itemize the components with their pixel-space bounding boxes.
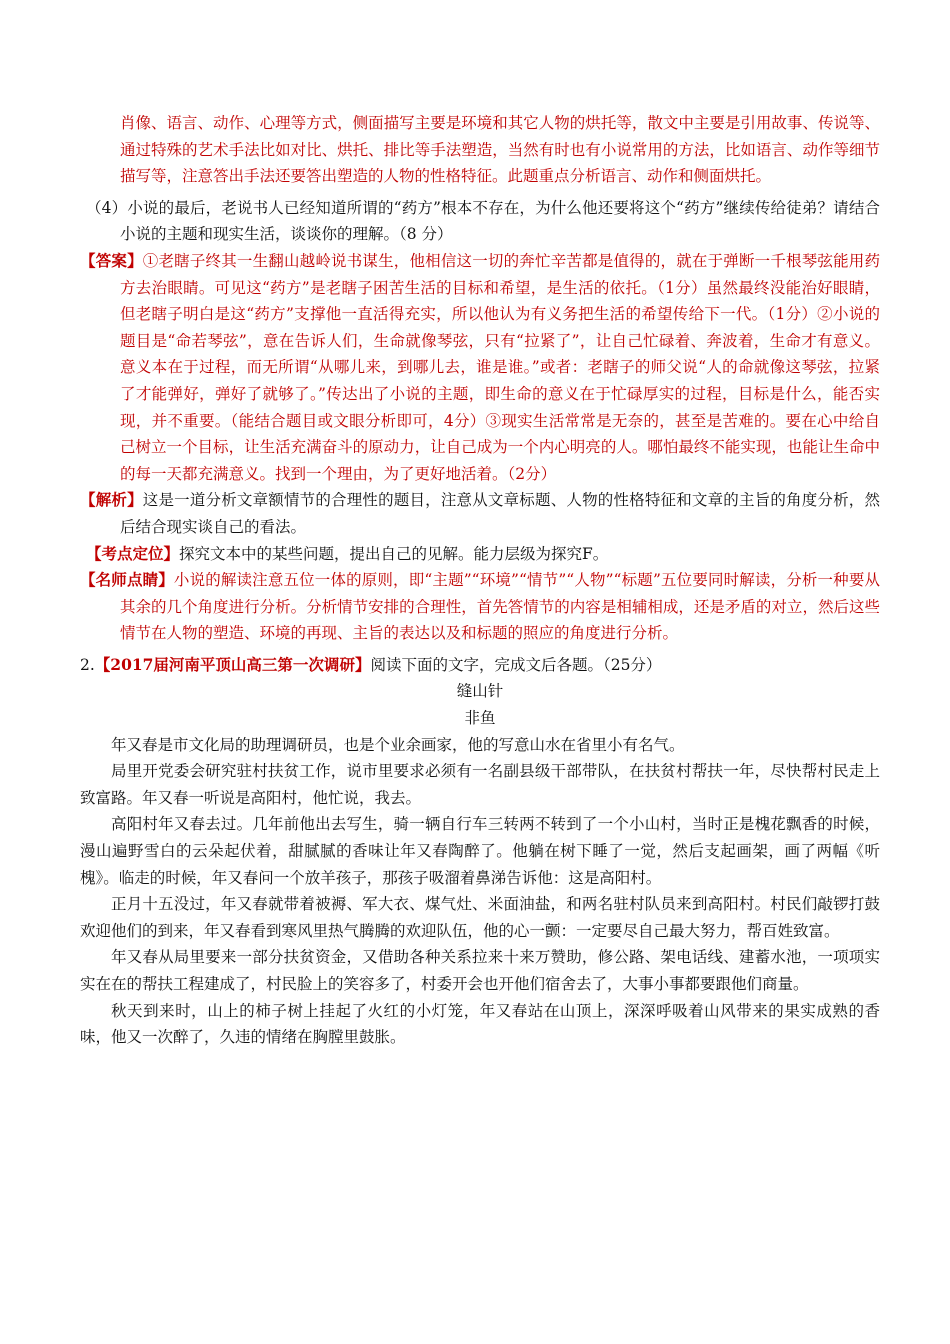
story-paragraph: 年又春从局里要来一部分扶贫资金，又借助各种关系拉来十来万赞助，修公路、架电话线、建蓄水池，一项项实实在在的帮扶工程建成了，村民脸上的笑容多了，村委开会也开他们宿舍去了，大事小事都要跟他们商量。 <box>80 948 880 993</box>
question-2-instruction: 阅读下面的文字，完成文后各题。（25分） <box>370 655 662 674</box>
analysis-tag: 【解析】 <box>80 490 143 510</box>
kaodian-text: 探究文本中的某些问题，提出自己的见解。能力层级为探究F。 <box>179 544 609 563</box>
dianjing-block <box>80 567 880 647</box>
story-paragraph: 秋天到来时，山上的柿子树上挂起了火红的小灯笼，年又春站在山顶上，深深呼吸着山风带来的果实成熟的香味，他又一次醉了，久违的情绪在胸膛里鼓胀。 <box>80 1001 880 1047</box>
kaodian-block <box>80 541 880 568</box>
story-title: 缝山针 <box>456 682 504 701</box>
document-body <box>80 110 880 1051</box>
analysis-continuation: 肖像、语言、动作、心理等方式，侧面描写主要是环境和其它人物的烘托等，散文中主要是引用故事、传说等、通过特殊的艺术手法比如对比、烘托、排比等手法塑造，当然有时也有小说常用的方法，比如语言、动作等细节描写等，注意答出手法还要答出塑造的人物的性格特征。此题重点分析语言、动作和侧面烘托。 <box>120 114 880 186</box>
question-2-number: 2. <box>80 655 95 674</box>
answer-text: ①老瞎子终其一生翻山越岭说书谋生，他相信这一切的奔忙辛苦都是值得的，就在于弹断一千根琴弦能用药方去治眼睛。可见这“药方”是老瞎子困苦生活的目标和希望，是生活的依托。（1分）虽然最终没能治好眼睛，但老瞎子明白是这“药方”支撑他一直活得充实，所以他认为有义务把生活的希望传给下一代。（1分）②小说的题目是“命若琴弦”，意在告诉人们，生命就像琴弦，只有“拉紧了”，让自己忙碌着、奔波着，生命才有意义。意义本在于过程，而无所谓“从哪儿来，到哪儿去，谁是谁。”或者：老瞎子的师父说“人的命就像这琴弦，拉紧了才能弹好，弹好了就够了。”传达出了小说的主题，即生命的意义在于忙碌厚实的过程，目标是什么，能否实现，并不重要。（能结合题目或文眼分析即可，4分）③现实生活常常是无奈的，甚至是苦难的。要在心中给自己树立一个目标，让生活充满奋斗的原动力，让自己成为一个内心明亮的人。哪怕最终不能实现，也能让生命中的每一天都充满意义。找到一个理由，为了更好地活着。（2分） <box>120 251 880 483</box>
story-paragraph: 正月十五没过，年又春就带着被褥、军大衣、煤气灶、米面油盐，和两名驻村队员来到高阳村。村民们敲锣打鼓欢迎他们的到来，年又春看到寒风里热气腾腾的欢迎队伍，他的心一颤：一定要尽自己最大努力，帮百姓致富。 <box>80 895 880 940</box>
kaodian-tag: 【考点定位】 <box>86 543 180 563</box>
analysis-block <box>80 487 880 540</box>
answer-block <box>80 248 880 487</box>
story-paragraph: 年又春是市文化局的助理调研员，也是个业余画家，他的写意山水在省里小有名气。 <box>111 735 685 754</box>
question-2-heading <box>80 652 880 679</box>
dianjing-tag: 【名师点睛】 <box>80 570 174 590</box>
dianjing-text: 小说的解读注意五位一体的原则，即“主题”“环境”“情节”“人物”“标题”五位要同时解读，分析一种要从其余的几个角度进行分析。分析情节安排的合理性，首先答情节的内容是相辅相成，还是矛盾的对立，然后这些情节在人物的塑造、环境的再现、主旨的表达以及和标题的照应的角度进行分析。 <box>120 571 880 643</box>
analysis-text: 这是一道分析文章额情节的合理性的题目，注意从文章标题、人物的性格特征和文章的主旨的角度分析，然后结合现实谈自己的看法。 <box>120 491 880 536</box>
story-paragraph: 局里开党委会研究驻村扶贫工作，说市里要求必须有一名副县级干部带队，在扶贫村帮扶一年，尽快帮村民走上致富路。年又春一听说是高阳村，他忙说，我去。 <box>80 762 880 807</box>
question-4: （4）小说的最后，老说书人已经知道所谓的“药方”根本不存在，为什么他还要将这个“药方”继续传给徒弟？请结合小说的主题和现实生活，谈谈你的理解。（8 分） <box>86 198 880 244</box>
story-author: 非鱼 <box>464 709 496 728</box>
story-paragraph: 高阳村年又春去过。几年前他出去写生，骑一辆自行车三转两不转到了一个小山村，当时正是槐花飘香的时候，漫山遍野雪白的云朵起伏着，甜腻腻的香味让年又春陶醉了。他躺在树下睡了一觉，然后支起画架，画了两幅《听槐》。临走的时候，年又春问一个放羊孩子，那孩子吸溜着鼻涕告诉他：这是高阳村。 <box>80 815 880 887</box>
answer-tag: 【答案】 <box>80 250 143 270</box>
question-2-source: 【2017届河南平顶山高三第一次调研】 <box>94 654 371 674</box>
